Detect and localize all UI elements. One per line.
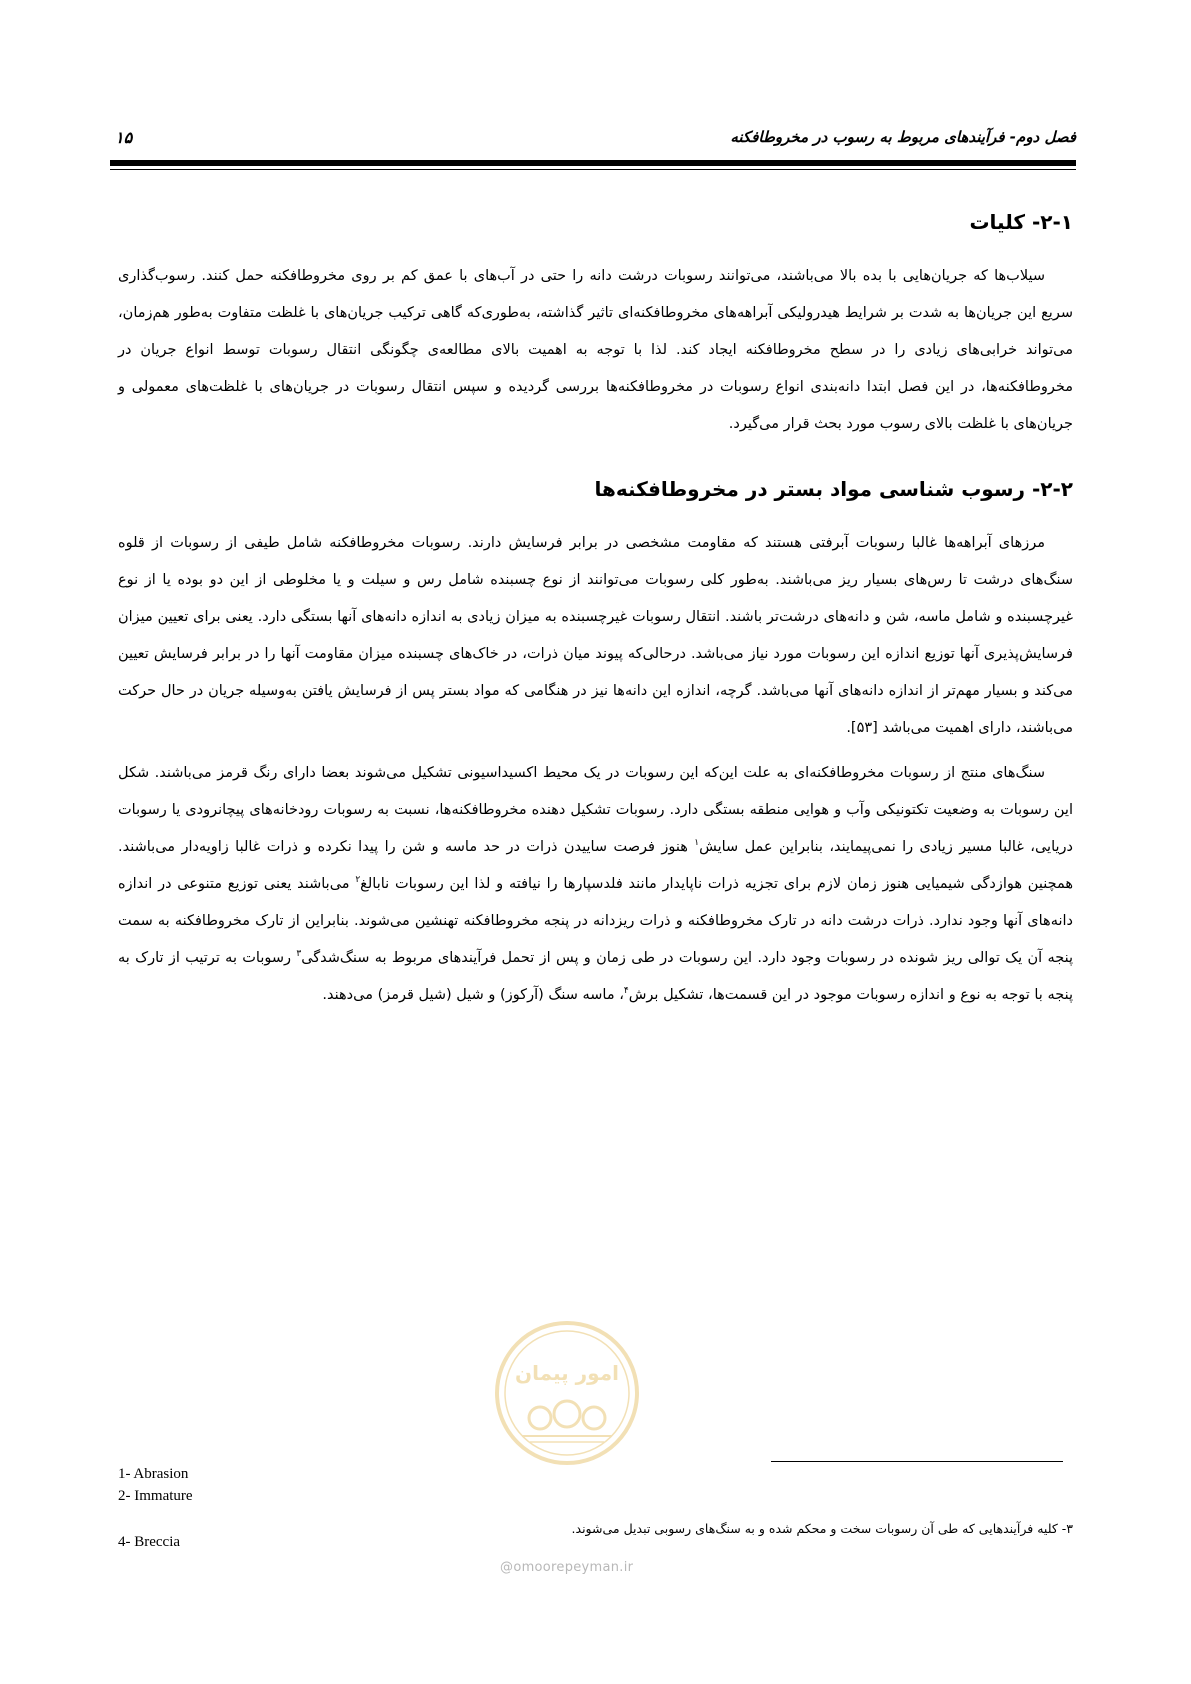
footnote-rule: [771, 1461, 1063, 1462]
paragraph-text: سنگ‌های منتج از رسوبات مخروطافکنه‌ای به علت این‌که این رسوبات در یک محیط اکسیداسیونی تشکیل می‌شوند بعضا دارای رنگ قرمز می‌باشند. شکل این رسوبات به وضعیت تکتونیکی وآب و هوایی منطقه بستگی دارد. رسوبات تشکیل دهنده مخروطافکنه‌ها، نسبت به رسوبات رودخانه‌های پیچانرودی یا رسوبات دریایی، غالبا مسیر زیادی را نمی‌پیمایند، بنابراین عمل سایش: [118, 765, 1073, 855]
seal-text: امور پیمان: [515, 1361, 619, 1385]
section-heading-general: ۲-۱- کلیات: [969, 210, 1073, 234]
paragraph-text: ، ماسه سنگ (آرکوز) و شیل (شیل قرمز) می‌دهند.: [322, 987, 624, 1003]
watermark-seal-icon: [492, 1318, 642, 1468]
running-head: [115, 128, 1076, 158]
footnote-mark-3: ۳: [296, 949, 302, 960]
footnote-mark-1: ۱: [694, 838, 700, 849]
paragraph-text: می‌باشند یعنی توزیع متنوعی در اندازه دانه‌های آنها وجود ندارد. ذرات درشت دانه در تارک مخروطافکنه و ذرات ریزدانه در پنجه مخروطافکنه تهنشین می‌شوند. بنابراین از تارک مخروطافکنه به سمت پنجه آن یک توالی ریز شونده در رسوبات وجود دارد. این رسوبات در طی زمان و پس از تحمل فرآیندهای مربوط به سنگ‌شدگی: [118, 876, 1073, 966]
watermark-website: [500, 1560, 633, 1575]
paragraph-text: رسوبات به ترتیب از تارک به پنجه با توجه به نوع و اندازه رسوبات موجود در این قسمت‌ها، تشکیل برش: [118, 950, 1073, 1003]
chapter-title: فصل دوم- فرآیندهای مربوط به رسوب در مخروطافکنه: [730, 128, 1076, 146]
footnote-mark-2: ۲: [355, 875, 361, 886]
paragraph-with-footnotes: [118, 755, 1073, 1014]
header-rule-thin: [110, 169, 1076, 170]
body-content: [118, 210, 1073, 1022]
website-text: omoorepeyman.ir: [513, 1560, 634, 1575]
footnote-mark-4: ۴: [623, 986, 629, 997]
at-icon: @: [500, 1560, 514, 1575]
paragraph: مرزهای آبراهه‌ها غالبا رسوبات آبرفتی هستند که مقاومت مشخصی در برابر فرسایش دارند. رسوبات مخروطافکنه شامل طیفی از رسوبات از قلوه سنگ‌های درشت تا رس‌های بسیار ریز می‌باشند. به‌طور کلی رسوبات می‌توانند از نوع چسبنده شامل رس و سیلت و یا مخلوطی از این دو بوده یا از نوع غیرچسبنده و شامل ماسه، شن و دانه‌های درشت‌تر باشند. انتقال رسوبات غیرچسبنده به میزان زیادی به اندازه دانه‌های آنها بستگی دارد. یعنی برای تعیین میزان فرسایش‌پذیری آنها توزیع اندازه این رسوبات مورد نیاز می‌باشد. درحالی‌که پیوند میان ذرات، در خاک‌های چسبنده میزان مقاومت آنها را در برابر فرسایش تعیین می‌کند و بسیار مهم‌تر از اندازه دانه‌های آنها می‌باشد. گرچه، اندازه این دانه‌ها نیز در هنگامی که مواد بستر پس از فرسایش یافتن به‌وسیله جریان در حال حرکت می‌باشند، دارای اهمیت می‌باشد [۵۳].: [118, 535, 1073, 736]
footnote-en-2: 2- Immature: [118, 1488, 193, 1504]
paragraph-text: هنوز فرصت ساییدن ذرات در حد ماسه و شن را پیدا نکرده و ذرات غالبا زاویه‌دار می‌باشند. همچنین هوازدگی شیمیایی هنوز زمان لازم برای تجزیه ذرات ناپایدار مانند فلدسپارها را نیافته و لذا این رسوبات نابالغ: [118, 839, 1073, 892]
section-heading-sedimentology: ۲-۲- رسوب شناسی مواد بستر در مخروطافکنه‌ها: [594, 477, 1073, 501]
footnote-fa-3: ۳- کلیه فرآیندهایی که طی آن رسوبات سخت و محکم شده و به سنگ‌های رسوبی تبدیل می‌شوند.: [571, 1521, 1073, 1536]
page-number: ۱۵: [115, 128, 133, 147]
paragraph: سیلاب‌ها که جریان‌هایی با بده بالا می‌باشند، می‌توانند رسوبات درشت دانه را حتی در آب‌های با عمق کم بر روی مخروطافکنه حمل کنند. رسوب‌گذاری سریع این جریان‌ها به شدت بر شرایط هیدرولیکی آبراهه‌های مخروطافکنه‌ای تاثیر گذاشته، به‌طوری‌که گاهی ترکیب جریان‌های با غلظت متفاوت به‌طور هم‌زمان، می‌تواند خرابی‌های زیادی را در سطح مخروطافکنه ایجاد کند. لذا با توجه به اهمیت بالای مطالعه‌ی چگونگی انتقال رسوبات توسط انواع جریان در مخروطافکنه‌ها، در این فصل ابتدا دانه‌بندی انواع رسوبات در مخروطافکنه‌ها بررسی گردیده و سپس انتقال رسوبات در جریان‌های با غلظت‌های معمولی و جریان‌های با غلظت بالای رسوب مورد بحث قرار می‌گیرد.: [118, 268, 1073, 432]
footnote-en-4: 4- Breccia: [118, 1534, 181, 1550]
footnote-en-1: 1- Abrasion: [118, 1466, 189, 1482]
header-rule-thick: [110, 160, 1076, 166]
